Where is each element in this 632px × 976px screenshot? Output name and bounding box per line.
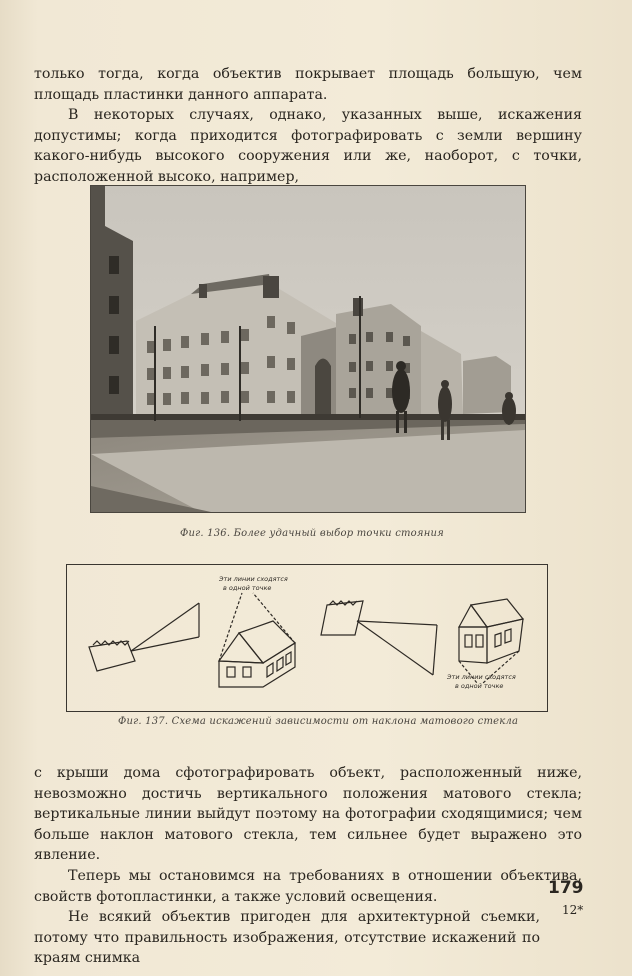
diagram-drawing — [67, 565, 547, 711]
street-photo-illustration — [91, 186, 525, 512]
paragraph: В некоторых случаях, однако, указанных выше, искажения допустимы; когда приходится фотографировать с земли вершину какого-нибудь высокого сооружения или же, наоборот, с точки, расположенной высоко, например, — [34, 107, 582, 185]
paragraph: с крыши дома сфотографировать объект, расположенный ниже, невозможно достичь вертикального положения матового стекла; вертикальные линии выйдут поэтому на фотографии сходящимися; чем больше наклон матового стекла, тем сильнее будет выражено это явление. — [34, 765, 582, 864]
diagram-note-top: в одной точке — [223, 584, 272, 592]
diagram-note-top: Эти линии сходятся — [219, 575, 288, 583]
page-number: 179 — [548, 878, 584, 898]
street-photograph — [90, 185, 526, 513]
text-block-bottom — [34, 763, 582, 969]
distortion-diagram — [66, 564, 548, 712]
text-block-top — [34, 64, 582, 188]
figure-136-caption: Фиг. 136. Более удачный выбор точки стояния — [180, 528, 444, 539]
paragraph: только тогда, когда объектив покрывает площадь большую, чем площадь пластинки данного аппарата. — [34, 66, 582, 103]
diagram-note-bottom: Эти линии сходятся — [447, 673, 516, 681]
paragraph: Теперь мы остановимся на требованиях в отношении объектива, свойств фотопластинки, а также условий освещения. — [34, 867, 582, 905]
diagram-note-bottom: в одной точке — [455, 682, 504, 690]
paragraph: Не всякий объектив пригоден для архитектурной съемки, потому что правильность изображения, отсутствие искажений по краям снимка — [34, 909, 540, 967]
signature-mark: 12* — [562, 903, 584, 917]
figure-137-caption: Фиг. 137. Схема искажений зависимости от наклона матового стекла — [118, 716, 519, 727]
